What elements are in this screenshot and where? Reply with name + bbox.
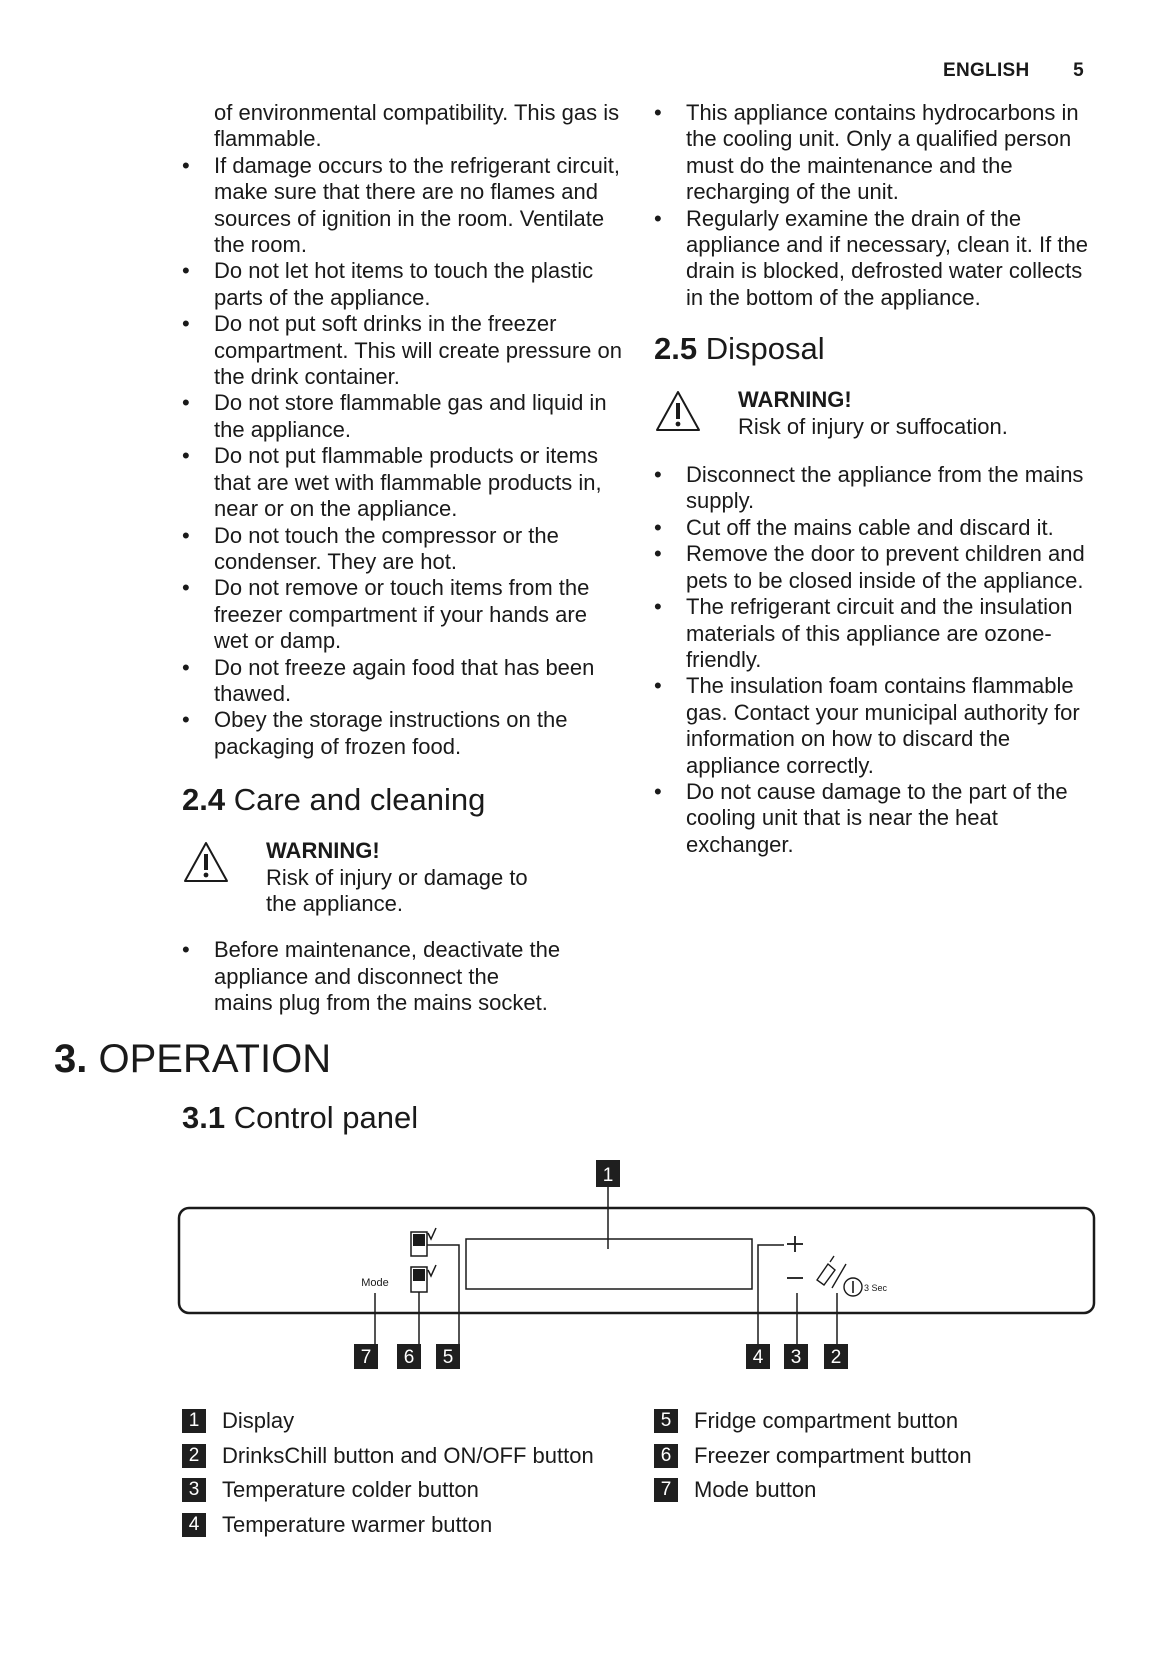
continued-text: of environmental compatibility. This gas is flammable. — [214, 100, 620, 152]
legend-number: 7 — [654, 1478, 678, 1502]
callout-7-number: 7 — [360, 1347, 372, 1368]
legend-item — [182, 1404, 594, 1439]
legend-label: Display — [222, 1408, 295, 1434]
page-header — [943, 60, 1084, 82]
list-item: • Remove the door to prevent children and pets to be closed inside of the appliance. — [654, 541, 1094, 594]
list-item: • The refrigerant circuit and the insulation materials of this appliance are ozone-friendly. — [654, 594, 1094, 673]
section-heading-disposal — [654, 331, 1094, 367]
legend-item — [182, 1439, 594, 1474]
list-item: • Do not let hot items to touch the plastic parts of the appliance. — [182, 258, 622, 311]
list-item: • If damage occurs to the refrigerant circuit, make sure that there are no flames and sources of ignition in the room. Ventilate the room. — [182, 153, 622, 259]
list-item: • Regularly examine the drain of the appliance and if necessary, clean it. If the drain is blocked, defrosted water collects in the bottom of the appliance. — [654, 206, 1094, 312]
language-label: ENGLISH — [942, 60, 1030, 81]
safety-list — [182, 153, 622, 760]
warning-block — [182, 838, 622, 917]
section-number: 2.5 — [654, 331, 698, 367]
list-item: • The insulation foam contains flammable gas. Contact your municipal authority for information on how to discard the appliance correctly. — [654, 673, 1094, 779]
right-column — [654, 100, 1094, 858]
legend-label: Temperature warmer button — [222, 1512, 493, 1538]
freezer-compartment-icon — [411, 1265, 436, 1292]
leader-line — [758, 1245, 784, 1355]
power-icon — [844, 1278, 862, 1296]
control-panel-diagram — [170, 1160, 1100, 1382]
list-item: • Do not touch the compressor or the condenser. They are hot. — [182, 523, 622, 576]
list-item: • Do not remove or touch items from the freezer compartment if your hands are wet or damp. — [182, 575, 622, 654]
callout-3-number: 3 — [790, 1347, 802, 1368]
fridge-compartment-icon — [411, 1228, 436, 1256]
list-item: • Disconnect the appliance from the mains supply. — [654, 462, 1094, 515]
callout-6-number: 6 — [403, 1347, 415, 1368]
leader-line — [427, 1245, 459, 1355]
care-list — [182, 937, 622, 1016]
legend-item — [654, 1439, 972, 1474]
warning-triangle-icon — [182, 840, 230, 884]
legend-number: 3 — [182, 1478, 206, 1502]
legend-label: Temperature colder button — [222, 1477, 479, 1503]
list-item: • This appliance contains hydrocarbons in the cooling unit. Only a qualified person must do the maintenance and the recharging of the unit. — [654, 100, 1094, 206]
section-title: Control panel — [233, 1100, 419, 1135]
legend-number: 2 — [182, 1444, 206, 1468]
page-number: 5 — [1073, 60, 1084, 81]
warning-text: Risk of injury or suffocation. — [738, 413, 1008, 439]
list-item: • Do not put flammable products or items that are wet with flammable products in, near or on the appliance. — [182, 443, 622, 522]
section-title: Care and cleaning — [233, 782, 486, 818]
chapter-number: 3. — [54, 1037, 88, 1081]
legend-right — [654, 1404, 972, 1508]
disposal-list — [654, 462, 1094, 858]
list-item: • Obey the storage instructions on the packaging of frozen food. — [182, 707, 622, 760]
legend-label: Mode button — [694, 1477, 817, 1503]
mode-label: Mode — [361, 1277, 389, 1289]
section-number: 3.1 — [182, 1100, 226, 1135]
callout-5-number: 5 — [442, 1347, 454, 1368]
callout-1-number: 1 — [602, 1165, 614, 1186]
callout-4-number: 4 — [752, 1347, 764, 1368]
drinkschill-icon — [817, 1256, 846, 1288]
legend-item — [654, 1404, 972, 1439]
three-seconds-label: 3 Sec — [864, 1283, 888, 1293]
list-item: • Do not put soft drinks in the freezer compartment. This will create pressure on the drink container. — [182, 311, 622, 390]
legend-item — [182, 1473, 594, 1508]
legend-number: 4 — [182, 1513, 206, 1537]
safety-list-continued — [654, 100, 1094, 311]
warning-title: WARNING! — [738, 387, 852, 413]
list-item: • Do not cause damage to the part of the cooling unit that is near the heat exchanger. — [654, 779, 1094, 858]
callout-2-number: 2 — [830, 1347, 842, 1368]
warning-block — [654, 387, 1094, 440]
section-heading-care — [182, 782, 622, 818]
warning-title: WARNING! — [266, 838, 380, 864]
legend-number: 6 — [654, 1444, 678, 1468]
display-window — [466, 1239, 752, 1289]
warning-text: Risk of injury or damage to the appliance. — [266, 864, 528, 916]
legend-number: 1 — [182, 1409, 206, 1433]
legend-item — [182, 1508, 594, 1543]
section-title: Disposal — [705, 331, 825, 367]
warning-triangle-icon — [654, 389, 702, 433]
plus-icon — [787, 1236, 803, 1252]
legend-label: Fridge compartment button — [694, 1408, 959, 1434]
list-item: • Do not store flammable gas and liquid in the appliance. — [182, 390, 622, 443]
left-column — [182, 100, 622, 1017]
legend-left — [182, 1404, 594, 1542]
legend-number: 5 — [654, 1409, 678, 1433]
section-number: 2.4 — [182, 782, 226, 818]
chapter-heading — [54, 1037, 331, 1081]
chapter-title: OPERATION — [98, 1037, 332, 1081]
legend-item — [654, 1473, 972, 1508]
list-item: • Do not freeze again food that has been thawed. — [182, 655, 622, 708]
legend-label: Freezer compartment button — [694, 1442, 972, 1468]
legend-label: DrinksChill button and ON/OFF button — [222, 1442, 594, 1468]
panel-outline — [179, 1208, 1094, 1313]
list-item: • Cut off the mains cable and discard it. — [654, 515, 1094, 541]
section-heading-control-panel — [182, 1100, 418, 1136]
list-item: • Before maintenance, deactivate the appliance and disconnect the mains plug from the mains socket. — [182, 937, 622, 1016]
